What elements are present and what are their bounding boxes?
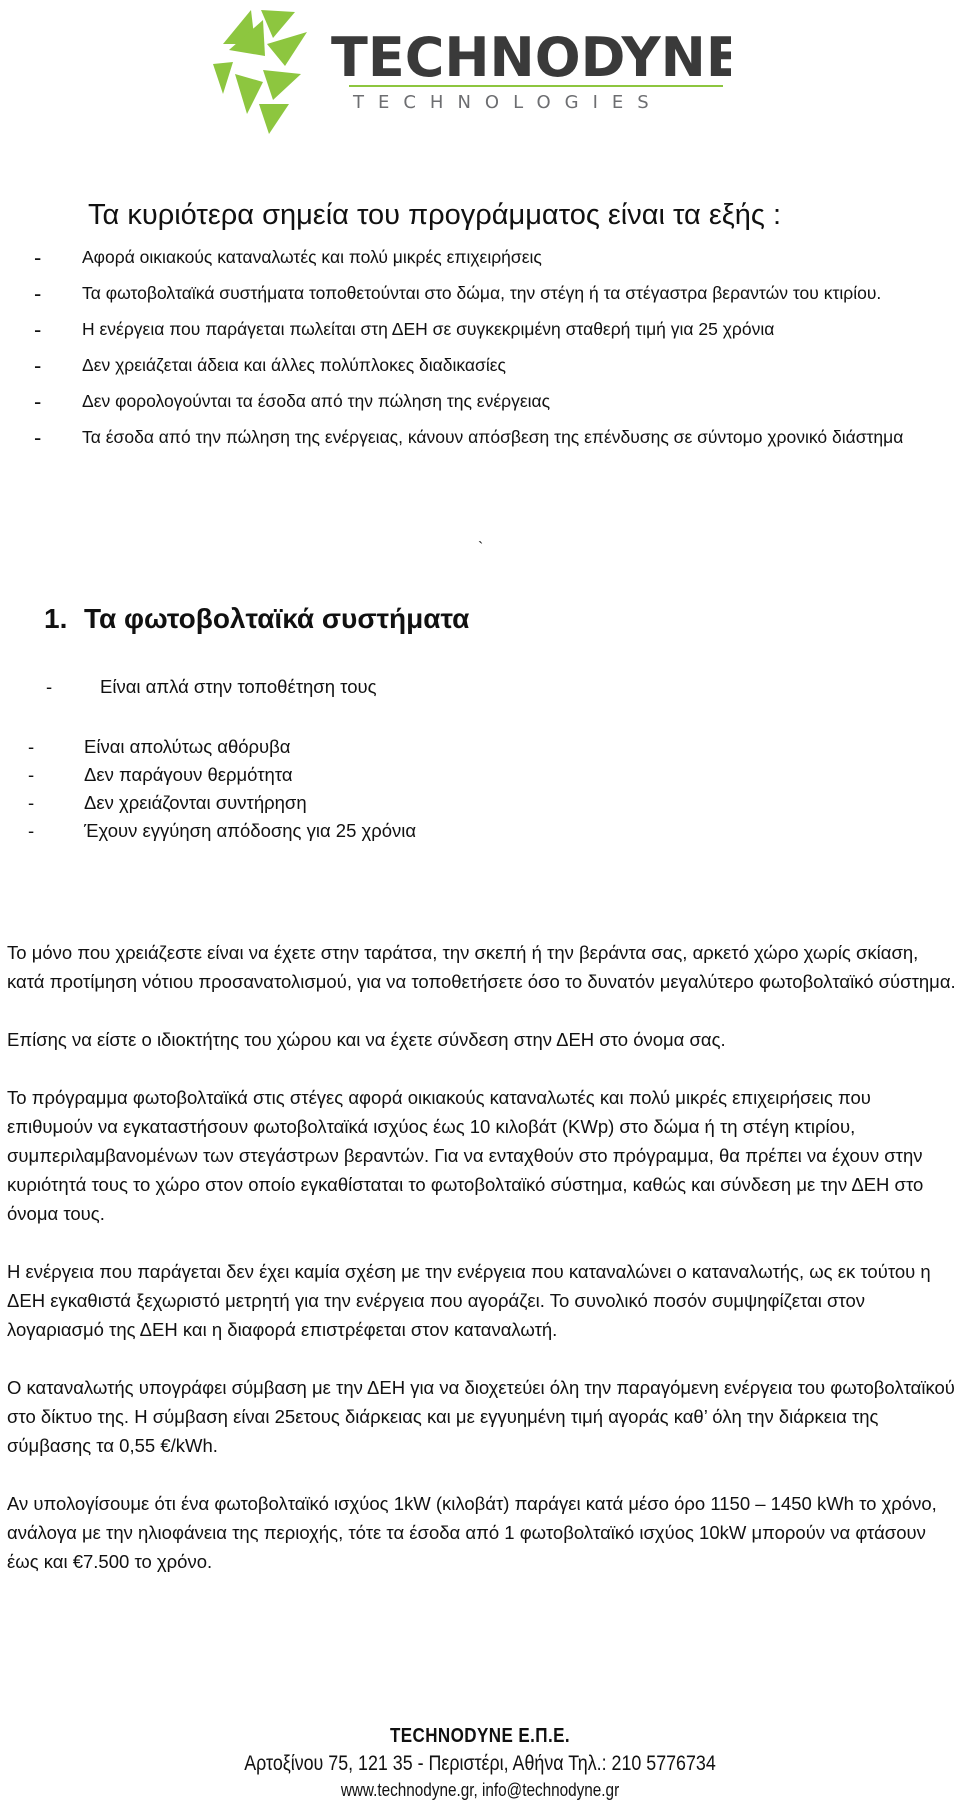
dash-marker: -: [34, 353, 42, 378]
section-bullet-list: [28, 733, 416, 845]
list-item: - Δεν παράγουν θερμότητα: [28, 761, 416, 789]
paragraph: Το μόνο που χρειάζεστε είναι να έχετε στην ταράτσα, την σκεπή ή την βεράντα σας, αρκετό χώρο χωρίς σκίαση, κατά προτίμηση νότιου προσανατολισμού, για να τοποθετήσετε όσο το δυνατόν μεγαλύτερο φωτοβολταϊκό σύστημα.: [7, 942, 956, 992]
paragraph: Ο καταναλωτής υπογράφει σύμβαση με την ΔΕΗ για να διοχετεύει όλη την παραγόμενη ενέργεια του φωτοβολταϊκού στο δίκτυο της. Η σύμβαση είναι 25ετους διάρκειας και με εγγυημένη τιμή αγοράς καθ’ όλη την διάρκεια της σύμβασης τα 0,55 €/kWh.: [7, 1377, 955, 1456]
dash-marker: -: [46, 676, 53, 697]
list-item: - Δεν χρειάζεται άδεια και άλλες πολύπλοκες διαδικασίες: [34, 353, 506, 378]
dash-marker: -: [34, 425, 42, 450]
logo-name: TECHNODYNE: [331, 26, 731, 89]
dash-marker: -: [28, 764, 35, 785]
footer-company: TECHNODYNE Ε.Π.Ε.: [389, 1725, 571, 1747]
list-item: - Δεν φορολογούνται τα έσοδα από την πώληση της ενέργειας: [34, 389, 551, 414]
dash-marker: -: [34, 389, 42, 414]
dash-marker: -: [28, 736, 35, 757]
paragraph: Η ενέργεια που παράγεται δεν έχει καμία σχέση με την ενέργεια που καταναλώνει ο καταναλωτής, ως εκ τούτου η ΔΕΗ εγκαθιστά ξεχωριστό μετρητή για την ενέργεια που αγοράζει. Το συνολικό ποσόν συμψηφίζεται στον λογαριασμό της ΔΕΗ και η διαφορά επιστρέφεται στον καταναλωτή.: [7, 1261, 931, 1340]
intro-bullet-list: [0, 244, 960, 451]
paragraph: Το πρόγραμμα φωτοβολταϊκά στις στέγες αφορά οικιακούς καταναλωτές και πολύ μικρές επιχειρήσεις που επιθυμούν να εγκαταστήσουν φωτοβολταϊκά ισχύος έως 10 κιλοβάτ (KWp) στο δώμα ή τη στέγη κτιρίου, συμπεριλαμβανομένων των στεγάστρων βεραντών. Για να ενταχθούν στο πρόγραμμα, θα πρέπει να έχουν στην κυριότητά τους το χώρο στον οποίο εγκαθίσταται το φωτοβολταϊκό σύστημα, καθώς και σύνδεση με την ΔΕΗ στο όνομα τους.: [7, 1087, 924, 1224]
logo-tagline: TECHNOLOGIES: [353, 92, 663, 113]
dash-marker: -: [28, 820, 35, 841]
list-item: - Είναι απολύτως αθόρυβα: [28, 733, 416, 761]
paragraph: Επίσης να είστε ο ιδιοκτήτης του χώρου και να έχετε σύνδεση στην ΔΕΗ στο όνομα σας.: [7, 1029, 726, 1050]
technodyne-logo: [203, 4, 731, 142]
body-paragraphs: [7, 938, 959, 1605]
page-heading: Τα κυριότερα σημεία του προγράμματος είναι τα εξής :: [88, 199, 782, 231]
footer-web-email: www.technodyne.gr, info@technodyne.gr: [340, 1780, 620, 1800]
list-item: - Αφορά οικιακούς καταναλωτές και πολύ μικρές επιχειρήσεις: [34, 245, 542, 270]
section-number: 1.: [44, 603, 68, 634]
list-item: - Η ενέργεια που παράγεται πωλείται στη ΔΕΗ σε συγκεκριμένη σταθερή τιμή για 25 χρόνια: [34, 317, 775, 342]
dash-marker: -: [28, 792, 35, 813]
dash-marker: -: [34, 281, 42, 306]
page-footer: [0, 1722, 960, 1802]
list-item: - Έχουν εγγύηση απόδοσης για 25 χρόνια: [28, 817, 416, 845]
section-title-text: Τα φωτοβολταϊκά συστήματα: [84, 603, 470, 634]
section-first-bullet: - Είναι απλά στην τοποθέτηση τους: [46, 673, 377, 701]
footer-address: Αρτοξίνου 75, 121 35 - Περιστέρι, Αθήνα Τηλ.: 210 5776734: [244, 1752, 716, 1775]
stray-mark: `: [478, 540, 484, 557]
section-title: [44, 600, 469, 638]
dash-marker: -: [34, 317, 42, 342]
dash-marker: -: [34, 245, 42, 270]
list-item: - Δεν χρειάζονται συντήρηση: [28, 789, 416, 817]
list-item: - Τα έσοδα από την πώληση της ενέργειας, κάνουν απόσβεση της επένδυσης σε σύντομο χρονικό διάστημα: [34, 425, 904, 450]
list-item: - Τα φωτοβολταϊκά συστήματα τοποθετούνται στο δώμα, την στέγη ή τα στέγαστρα βεραντών του κτιρίου.: [34, 281, 882, 306]
paragraph: Αν υπολογίσουμε ότι ένα φωτοβολταϊκό ισχύος 1kW (κιλοβάτ) παράγει κατά μέσο όρο 1150 – 1450 kWh το χρόνο, ανάλογα με την ηλιοφάνεια της περιοχής, τότε τα έσοδα από 1 φωτοβολταϊκό ισχύος 10kW μπορούν να φτάσουν έως και €7.500 το χρόνο.: [7, 1493, 937, 1572]
